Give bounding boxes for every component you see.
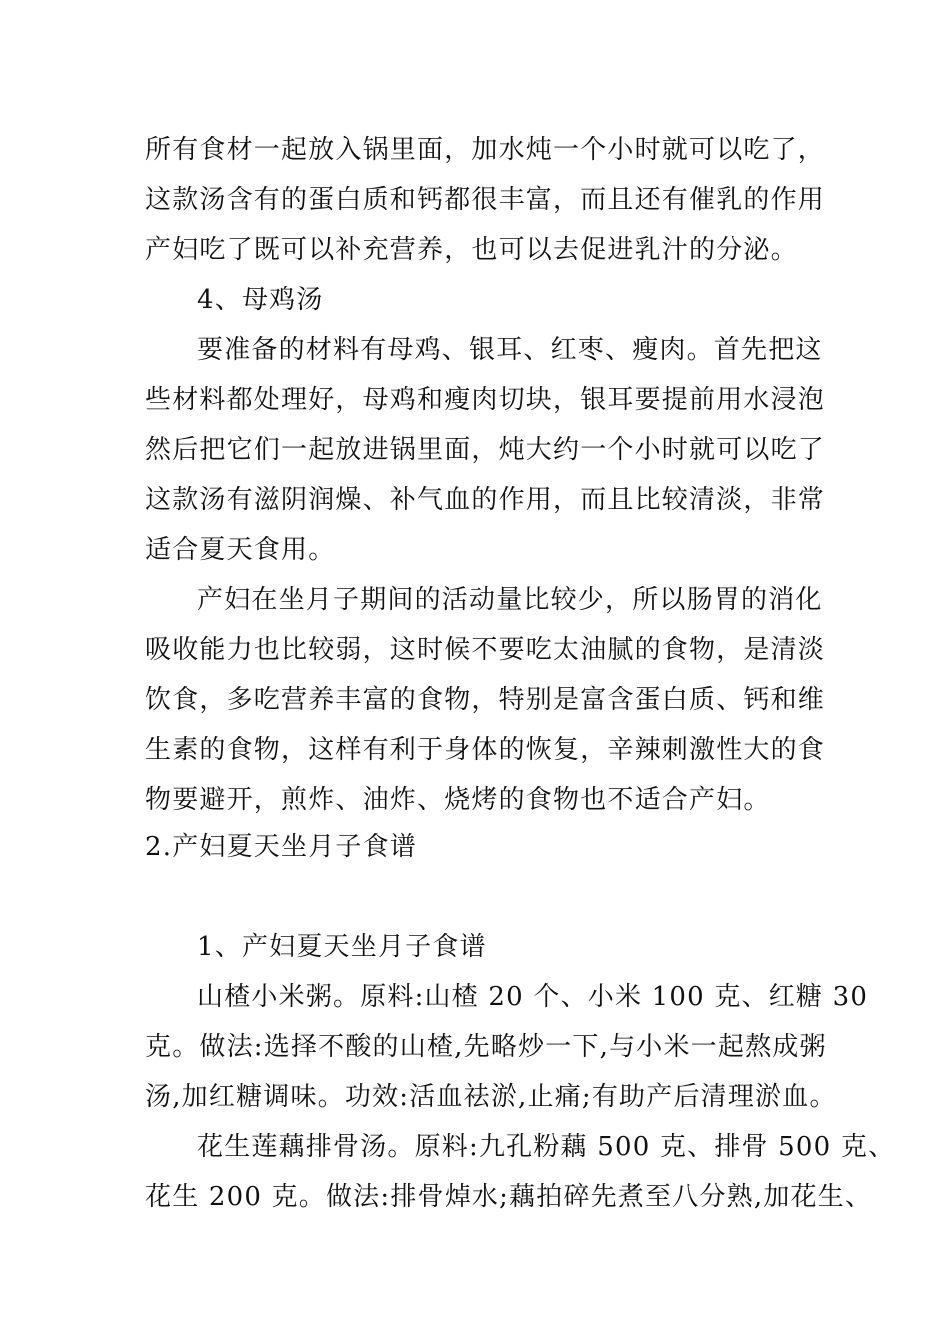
paragraph-line: 这款汤含有的蛋白质和钙都很丰富，而且还有催乳的作用 (145, 185, 826, 215)
paragraph-line: 山楂小米粥。原料:山楂 20 个、小米 100 克、红糖 30 (197, 982, 869, 1012)
subsection-heading: 1、产妇夏天坐月子食谱 (197, 932, 487, 962)
paragraph-line: 这款汤有滋阴润燥、补气血的作用，而且比较清淡，非常 (145, 485, 826, 515)
section-heading: 2.产妇夏天坐月子食谱 (145, 832, 418, 862)
section-heading: 4、母鸡汤 (197, 285, 324, 315)
paragraph-line: 汤,加红糖调味。功效:活血祛淤,止痛;有助产后清理淤血。 (145, 1082, 837, 1112)
paragraph-line: 饮食，多吃营养丰富的食物，特别是富含蛋白质、钙和维 (145, 685, 826, 715)
paragraph-line: 产妇吃了既可以补充营养，也可以去促进乳汁的分泌。 (145, 235, 798, 265)
paragraph-line: 花生 200 克。做法:排骨焯水;藕拍碎先煮至八分熟,加花生、 (145, 1182, 873, 1212)
paragraph-line: 然后把它们一起放进锅里面，炖大约一个小时就可以吃了 (145, 435, 826, 465)
paragraph-line: 克。做法:选择不酸的山楂,先略炒一下,与小米一起熬成粥 (145, 1032, 827, 1062)
paragraph-line: 生素的食物，这样有利于身体的恢复，辛辣刺激性大的食 (145, 735, 826, 765)
paragraph-line: 产妇在坐月子期间的活动量比较少，所以肠胃的消化 (197, 585, 823, 615)
paragraph-line: 所有食材一起放入锅里面，加水炖一个小时就可以吃了， (145, 135, 826, 165)
paragraph-line: 适合夏天食用。 (145, 535, 336, 565)
paragraph-line: 花生莲藕排骨汤。原料:九孔粉藕 500 克、排骨 500 克、 (197, 1132, 896, 1162)
paragraph-line: 些材料都处理好，母鸡和瘦肉切块，银耳要提前用水浸泡 (145, 385, 826, 415)
paragraph-line: 要准备的材料有母鸡、银耳、红枣、瘦肉。首先把这 (197, 335, 823, 365)
paragraph-line: 吸收能力也比较弱，这时候不要吃太油腻的食物，是清淡 (145, 635, 826, 665)
paragraph-line: 物要避开，煎炸、油炸、烧烤的食物也不适合产妇。 (145, 785, 771, 815)
